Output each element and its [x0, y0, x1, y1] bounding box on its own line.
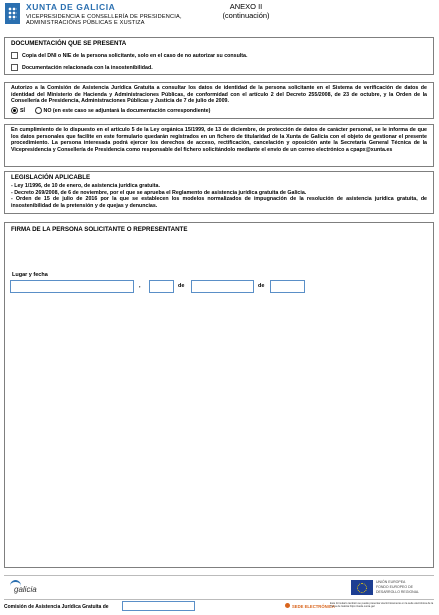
year-input[interactable] [270, 280, 305, 293]
signature-title: FIRMA DE LA PERSONA SOLICITANTE O REPRESENTANTE [11, 226, 188, 233]
radio-yes[interactable] [11, 107, 18, 114]
comma-separator: , [139, 283, 141, 289]
doc-label-insostenibilidad: Documentación relacionada con la insostenibilidad. [22, 64, 153, 71]
day-input[interactable] [149, 280, 174, 293]
eu-line-3: DESARROLLO REGIONAL [376, 590, 419, 594]
annex-title: ANEXO II [229, 2, 263, 11]
annex-continuation: (continuación) [222, 11, 270, 20]
radio-yes-label: SÍ [20, 108, 26, 115]
xunta-logo-icon [5, 3, 20, 24]
privacy-text: En cumplimiento de lo dispuesto en el artículo 5 de la Ley orgánica 15/1999, de 13 de diciembre, de protección de datos de carácter personal, se le informa de que los datos personales que facilite en este formulario quedarán registrados en un fichero de titularidad de la Xunta de Galicia con el objeto de gestionar el presente procedimiento. La persona interesada podrá ejercer los derechos de acceso, rectificación, cancelación y oposición ante la Secretaría General Técnica de la Vicepresidencia y Consellería de Presidencia como responsable del fichero solicitándolo mediante el envío de un correo electrónico a cpapx@xunta.es [11, 127, 427, 154]
documents-title: DOCUMENTACIÓN QUE SE PRESENTA [11, 40, 127, 47]
de-separator-2: de [258, 283, 265, 289]
place-input[interactable] [10, 280, 134, 293]
legislation-item-2: - Decreto 269/2008, de 6 de noviembre, por el que se aprueba el Reglamento de asistencia jurídica gratuita de Galicia. [11, 189, 307, 196]
signature-section [4, 222, 434, 568]
authorization-options [11, 107, 427, 115]
legislation-title: LEGISLACIÓN APLICABLE [11, 174, 91, 181]
footer-divider [4, 575, 434, 576]
dept-line-2: ADMINISTRACIÓNS PÚBLICAS E XUSTIZA [26, 20, 145, 26]
de-separator-1: de [178, 283, 185, 289]
legislation-section [4, 171, 434, 214]
radio-no-label: NO (en este caso se adjuntará la documentación correspondiente) [43, 108, 211, 115]
doc-item-insostenibilidad [11, 64, 427, 72]
dept-line-1: VICEPRESIDENCIA E CONSELLERÍA DE PRESIDENCIA, [26, 14, 182, 20]
authorization-section [4, 82, 434, 119]
privacy-section [4, 124, 434, 167]
eu-line-1: UNIÓN EUROPEA [376, 580, 406, 584]
authorization-text: Autorizo a la Comisión de Asistencia Jurídica Gratuita a consultar los datos de identidad de la persona solicitante en el Sistema de verificación de datos de identidad del Ministerio de Hacienda y Administraciones Públicas, de conformidad con el artículo 2 del Decreto 255/2008, de 23 de octubre, y la Orden de la Consellería de Presidencia, Administraciones Públicas y Justicia de 7 de julio de 2009. [11, 85, 427, 105]
doc-item-dni [11, 52, 427, 60]
radio-no[interactable] [35, 107, 42, 114]
annex-heading [196, 2, 296, 20]
bottom-divider [4, 599, 434, 600]
doc-checkbox-dni[interactable] [11, 52, 18, 59]
doc-label-dni: Copia del DNI o NIE de la persona solicitante, solo en el caso de no autorizar su consulta. [22, 52, 248, 59]
documents-section [4, 37, 434, 75]
sede-note: Este formulario también se puede presentar electrónicamente en la sede electrónica de la Xunta de Galicia https://sede.xunta.gal [330, 602, 434, 609]
legislation-item-3: - Orden de 15 de julio de 2016 por la que se establecen los modelos normalizados de impugnación de la resolución de asistencia jurídica gratuita, de insostenibilidad de la pretensión y de quejas y denuncias. [11, 196, 427, 210]
legislation-item-1: - Ley 1/1996, de 10 de enero, de asistencia jurídica gratuita. [11, 183, 160, 189]
commission-label: Comisión de Asistencia Jurídica Gratuita de [4, 604, 109, 610]
eu-line-2: FONDO EUROPEO DE [376, 585, 413, 589]
month-input[interactable] [191, 280, 254, 293]
sede-icon [285, 603, 290, 608]
sede-label: SEDE ELECTRÓNICA [292, 604, 335, 609]
commission-input[interactable] [122, 601, 195, 611]
doc-checkbox-insostenibilidad[interactable] [11, 64, 18, 71]
eu-flag-icon [351, 580, 373, 595]
org-name: XUNTA DE GALICIA [26, 2, 116, 12]
galicia-brand: galicia [14, 585, 37, 594]
place-date-label: Lugar y fecha [12, 272, 48, 278]
